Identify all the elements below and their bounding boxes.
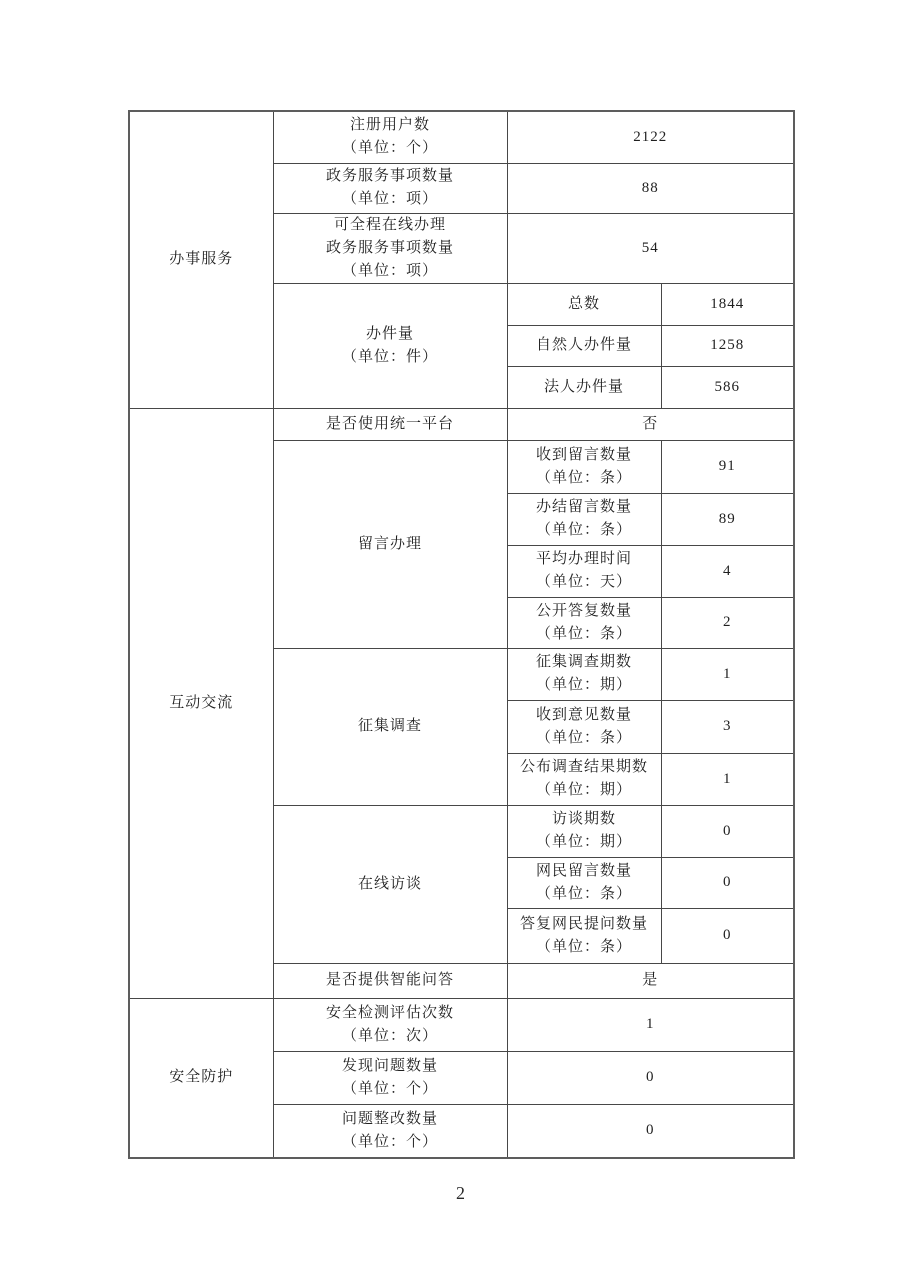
subrow-value: 586 (661, 366, 794, 408)
subrow-value: 0 (661, 805, 794, 857)
annual-report-table (128, 110, 795, 1159)
row-value: 0 (507, 1104, 794, 1158)
row-label: 是否使用统一平台 (273, 408, 507, 440)
subrow-label: 平均办理时间 （单位：天） (507, 545, 661, 597)
row-label: 注册用户数 （单位：个） (273, 111, 507, 163)
row-label: 是否提供智能问答 (273, 963, 507, 998)
subrow-value: 1 (661, 648, 794, 700)
table-row (129, 111, 794, 163)
subrow-value: 3 (661, 700, 794, 753)
section-label-interaction: 互动交流 (129, 408, 273, 998)
row-label: 办件量 （单位：件） (273, 283, 507, 408)
row-label: 安全检测评估次数 （单位：次） (273, 998, 507, 1051)
subrow-label: 征集调查期数 （单位：期） (507, 648, 661, 700)
row-label: 问题整改数量 （单位：个） (273, 1104, 507, 1158)
subrow-value: 0 (661, 908, 794, 963)
subrow-value: 1844 (661, 283, 794, 325)
row-value: 0 (507, 1051, 794, 1104)
row-label: 征集调查 (273, 648, 507, 805)
subrow-label: 公开答复数量 （单位：条） (507, 597, 661, 648)
subrow-value: 1 (661, 753, 794, 805)
subrow-value: 91 (661, 440, 794, 493)
subrow-label: 办结留言数量 （单位：条） (507, 493, 661, 545)
row-value: 是 (507, 963, 794, 998)
subrow-label: 答复网民提问数量 （单位：条） (507, 908, 661, 963)
row-value: 否 (507, 408, 794, 440)
subrow-label: 总数 (507, 283, 661, 325)
subrow-label: 网民留言数量 （单位：条） (507, 857, 661, 908)
subrow-label: 访谈期数 （单位：期） (507, 805, 661, 857)
subrow-value: 1258 (661, 325, 794, 366)
subrow-label: 收到意见数量 （单位：条） (507, 700, 661, 753)
table-row (129, 998, 794, 1051)
row-label: 发现问题数量 （单位：个） (273, 1051, 507, 1104)
table-row (129, 408, 794, 440)
subrow-value: 89 (661, 493, 794, 545)
page-number: 2 (456, 1183, 465, 1203)
subrow-value: 2 (661, 597, 794, 648)
row-label: 留言办理 (273, 440, 507, 648)
section-label-service: 办事服务 (129, 111, 273, 408)
subrow-label: 法人办件量 (507, 366, 661, 408)
subrow-label: 自然人办件量 (507, 325, 661, 366)
row-value: 2122 (507, 111, 794, 163)
row-label: 可全程在线办理 政务服务事项数量 （单位：项） (273, 213, 507, 283)
section-label-security: 安全防护 (129, 998, 273, 1158)
subrow-value: 0 (661, 857, 794, 908)
row-value: 54 (507, 213, 794, 283)
row-label: 在线访谈 (273, 805, 507, 963)
row-value: 88 (507, 163, 794, 213)
subrow-label: 收到留言数量 （单位：条） (507, 440, 661, 493)
subrow-label: 公布调查结果期数 （单位：期） (507, 753, 661, 805)
row-value: 1 (507, 998, 794, 1051)
subrow-value: 4 (661, 545, 794, 597)
row-label: 政务服务事项数量 （单位：项） (273, 163, 507, 213)
